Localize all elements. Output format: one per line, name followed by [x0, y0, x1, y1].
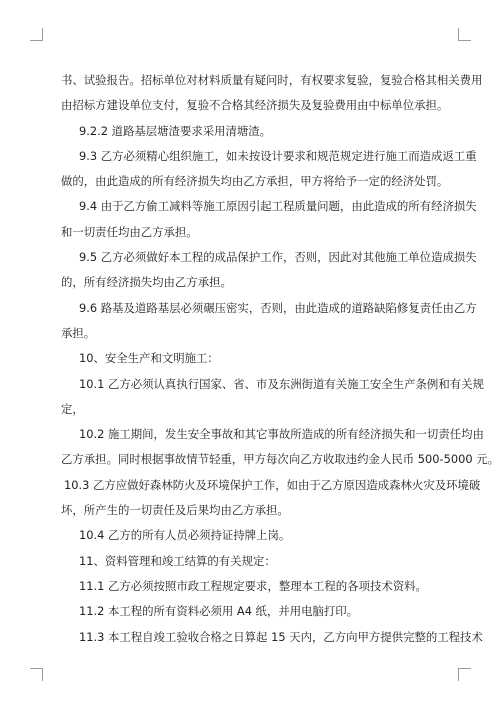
paragraph-line: 10.1 乙方必须认真执行国家、省、市及东洲街道有关施工安全生产条例和有关规: [79, 376, 484, 391]
paragraph-p13: [61, 574, 439, 599]
paragraph-p14: [61, 599, 439, 624]
crop-mark-bottom-right: [458, 668, 471, 681]
paragraph-line: 11.2 本工程的所有资料必须用 A4 纸，并用电脑打印。: [79, 604, 359, 619]
paragraph-p1: [61, 68, 483, 119]
paragraph-line: 11.1 乙方必须按照市政工程规定要求，整理本工程的各项技术资料。: [79, 578, 427, 593]
document-body: [61, 68, 499, 650]
paragraph-line: 9.5 乙方必须做好本工程的成品保护工作，否则，因此对其他施工单位造成损失: [79, 250, 477, 265]
paragraph-line: 承担。: [61, 325, 96, 340]
paragraph-line: 11、资料管理和竣工结算的有关规定：: [79, 553, 276, 568]
paragraph-line: 10.4 乙方的所有人员必须持证持牌上岗。: [79, 528, 291, 543]
paragraph-line: 的，所有经济损失均由乙方承担。: [61, 275, 232, 290]
paragraph-line: 11.3 本工程自竣工验收合格之日算起 15 天内，乙方向甲方提供完整的工程技术: [79, 629, 483, 644]
paragraph-line: 书、试验报告。招标单位对材料质量有疑问时，有权要求复验，复验合格其相关费用: [61, 73, 483, 87]
paragraph-line: 10.2 施工期间，发生安全事故和其它事故所造成的所有经济损失和一切责任均由: [79, 427, 484, 442]
paragraph-line: 和一切责任均由乙方承担。: [61, 224, 198, 239]
paragraph-line: 9.4 由于乙方偷工减料等施工原因引起工程质量问题，由此造成的所有经济损失: [79, 199, 477, 214]
paragraph-p5: [61, 245, 477, 296]
paragraph-p15: [61, 625, 483, 650]
paragraph-p7: [61, 346, 439, 371]
crop-mark-top-left: [30, 28, 43, 41]
paragraph-line: 10.3 乙方应做好森林防火及环境保护工作，如由于乙方原因造成森林火灾及环境破: [64, 477, 481, 492]
paragraph-line: 坏，所产生的一切责任及后果均由乙方承担。: [61, 503, 289, 518]
crop-mark-top-right: [458, 28, 471, 41]
paragraph-p3: [61, 144, 477, 195]
paragraph-line: 9.2.2 道路基层塘渣要求采用清塘渣。: [79, 123, 272, 138]
paragraph-line: 9.6 路基及道路基层必须碾压密实，否则，由此造成的道路缺陷修复责任由乙方: [79, 300, 477, 315]
paragraph-p2: [61, 119, 439, 144]
paragraph-line: 乙方承担。同时根据事故情节轻重，甲方每次向乙方收取违约金人民币 500-5000 元。: [61, 452, 499, 467]
paragraph-line: 由招标方建设单位支付，复验不合格其经济损失及复验费用由中标单位承担。: [61, 98, 449, 113]
paragraph-p9: [61, 422, 499, 473]
paragraph-p8: [61, 372, 484, 423]
paragraph-p6: [61, 296, 477, 347]
paragraph-p11: [61, 523, 439, 548]
paragraph-line: 9.3 乙方必须精心组织施工，如未按设计要求和规范规定进行施工而造成返工重: [79, 148, 477, 163]
paragraph-p4: [61, 194, 477, 245]
paragraph-line: 10、安全生产和文明施工：: [79, 351, 219, 366]
paragraph-p10: [61, 473, 481, 524]
crop-mark-bottom-left: [30, 668, 43, 681]
paragraph-p12: [61, 549, 439, 574]
paragraph-line: 定，: [61, 401, 84, 416]
paragraph-line: 做的，由此造成的所有经济损失均由乙方承担，甲方将给予一定的经济处罚。: [61, 174, 449, 189]
